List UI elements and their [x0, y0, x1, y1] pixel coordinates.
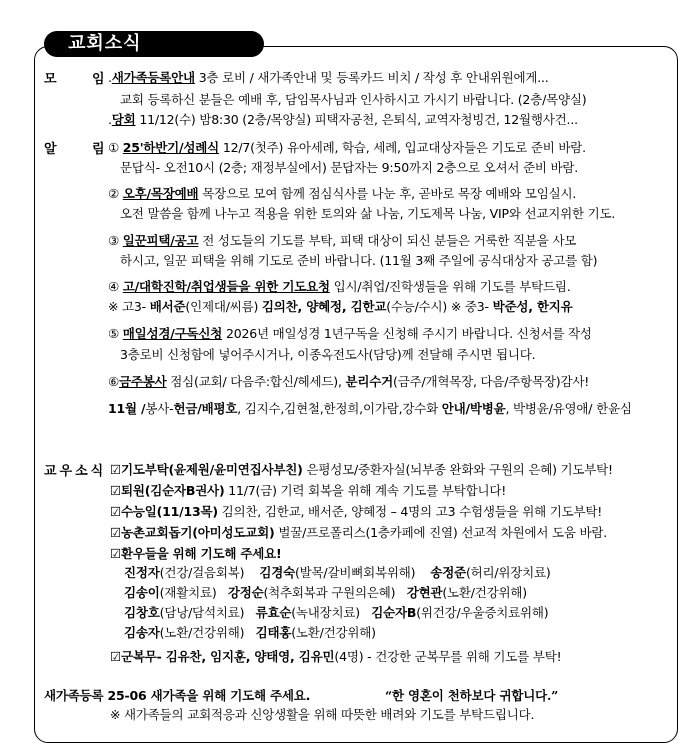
- allim-item-4-line2: ※ 고3- 배서준(인제대/씨름) 김의찬, 양혜정, 김한교(수능/수시) ※ 중3- 박준성, 한지유: [108, 299, 573, 314]
- gyowoo-item-4: ☑농촌교회돕기(아미성도교회) 벌꿀/프로폴리스(1층카페에 진열) 선교적 차원에서 도움 바람.: [110, 525, 608, 540]
- allim-item-4: ④ 고/대학진학/취업생들을 위한 기도요청 입시/취업/진학생들을 위해 기도를 부탁드림.: [108, 279, 571, 294]
- checkbox-icon: ☑: [110, 525, 122, 540]
- military-service: ☑군복무- 김유찬, 임지훈, 양태영, 김유민(4명) - 건강한 군복무를 위해 기도를 부탁!: [110, 649, 562, 664]
- moim-line-2: 교회 등록하신 분들은 예배 후, 담임목사님과 인사하시고 가시기 바랍니다. (2층/목양실): [120, 92, 587, 107]
- label-moim-b: 임: [92, 72, 105, 87]
- patient-row-1: 진정자(건강/걸음회복) 김경숙(발목/갈비뼈회복위해) 송정준(허리/위장치료): [124, 565, 551, 580]
- allim-item-5: ⑤ 매일성경/구독신청 2026년 매일성경 1년구독을 신청해 주시기 바랍니다. 신청서를 작성: [108, 326, 592, 341]
- label-allim-b: 림: [92, 142, 105, 157]
- checkbox-icon: ☑: [110, 483, 122, 498]
- checkbox-icon: ☑: [110, 649, 122, 664]
- newfamily-line: 새가족등록 25-06 새가족을 위해 기도해 주세요.: [44, 688, 311, 703]
- allim-item-1: ① 25'하반기/성례식 12/7(첫주) 유아세례, 학습, 세례, 입교대상자들은 기도로 준비 바람.: [108, 140, 586, 155]
- allim-item-1-line2: 문답식- 오전10시 (2층; 재정부실에서) 문답자는 9:50까지 2층으로 오셔서 준비 바람.: [120, 160, 579, 175]
- gyowoo-item-3: ☑수능일(11/13목) 김의찬, 김한교, 배서준, 양혜정 – 4명의 고3 수험생들을 위해 기도부탁!: [110, 504, 603, 519]
- checkbox-icon: ☑: [110, 504, 122, 519]
- patient-row-3: 김창호(담낭/담석치료) 류효순(녹내장치료) 김순자B(위건강/우울증치료위해): [124, 605, 549, 620]
- service-roster: 11월 /봉사-헌금/배평호, 김지수,김현철,한정희,이가람,강수화 안내/박병윤, 박병윤/유영애/ 한윤심: [108, 401, 632, 416]
- gyowoo-item-2: ☑퇴원(김순자B권사) 11/7(금) 기력 회복을 위해 계속 기도를 부탁합니다!: [110, 483, 507, 498]
- patient-row-2: 김송이(재활치료) 강정순(척추회복과 구원의은혜) 강현관(노환/건강위해): [124, 585, 527, 600]
- checkbox-icon: ☑: [110, 546, 122, 561]
- newfamily-quote: “한 영혼이 천하보다 귀합니다.”: [385, 688, 559, 703]
- label-gyowoo: 교우소식: [44, 464, 107, 479]
- allim-item-5-line2: 3층로비 신청함에 넣어주시거나, 이종옥전도사(담당)께 전달해 주시면 됩니다.: [120, 347, 536, 362]
- allim-item-2: ② 오후/목장예배 목장으로 모여 함께 점심식사를 나눈 후, 곧바로 목장 예배와 모임실시.: [108, 186, 577, 201]
- checkbox-icon: ☑: [110, 462, 122, 477]
- label-allim-a: 알: [44, 142, 57, 157]
- gyowoo-item-1: ☑기도부탁(윤제원/윤미연집사부친) 은평성모/중환자실(뇌부종 완화와 구원의 은혜) 기도부탁!: [110, 462, 613, 477]
- allim-item-3: ③ 일꾼피택/공고 전 성도들의 기도를 부탁, 피택 대상이 되신 분들은 거룩한 직분을 사모: [108, 233, 577, 248]
- allim-item-3-line2: 하시고, 일꾼 피택을 위해 기도로 준비 바랍니다. (11월 3째 주일에 공식대상자 공고를 함): [120, 253, 598, 268]
- moim-line-3: .당회 11/12(수) 밤8:30 (2층/목양실) 피택자공천, 은퇴식, 교역자청빙건, 12월행사건...: [108, 112, 578, 127]
- patient-row-4: 김송자(노환/건강위해) 김태홍(노환/건강위해): [124, 625, 376, 640]
- gyowoo-item-5: ☑환우들을 위해 기도해 주세요!: [110, 546, 282, 561]
- label-moim-a: 모: [44, 72, 57, 87]
- newfamily-note: ※ 새가족들의 교회적응과 신앙생활을 위해 따뜻한 배려와 기도를 부탁드립니다.: [110, 707, 535, 722]
- allim-item-6: ⑥금주봉사 점심(교회/ 다음주:합신/헤세드), 분리수거(금주/개혁목장, 다음/주항목장)감사!: [108, 374, 590, 389]
- section-title: 교회소식: [44, 31, 264, 57]
- allim-item-2-line2: 오전 말씀을 함께 나누고 적용을 위한 토의와 삶 나눔, 기도제목 나눔, VIP와 선교지위한 기도.: [120, 206, 616, 221]
- moim-line-1: .새가족등록안내 3층 로비 / 새가족안내 및 등록카드 비치 / 작성 후 안내위원에게...: [108, 70, 549, 85]
